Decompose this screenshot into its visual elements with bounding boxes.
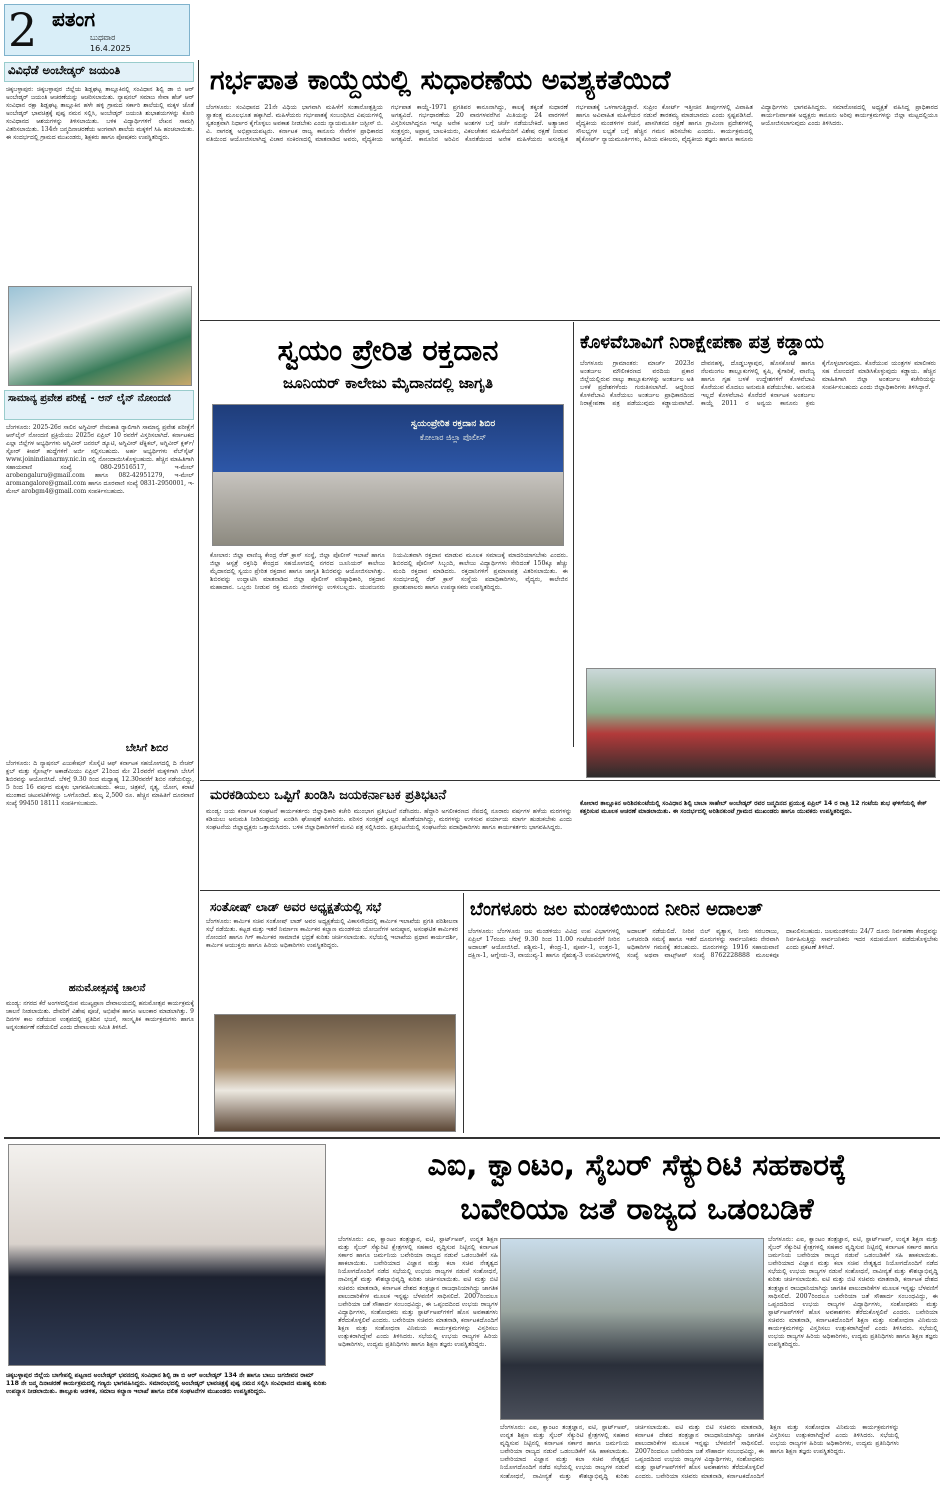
blood-donation-photo bbox=[212, 404, 564, 546]
tree-felling-protest-body: ಮಂಡ್ಯ: ಜಯ ಕರ್ನಾಟಕ ಸಂಘಟನೆ ಕಾರ್ಯಕರ್ತರು ಜಿಲ್ಲಾಧಿಕಾರಿ ಕಚೇರಿ ಮುಂಭಾಗ ಪ್ರತಿಭಟನೆ ನಡೆಸಿದರು. ಹೆದ್ದಾರಿ ಅಗಲೀಕರಣದ ನೆಪದಲ್ಲಿ ನೂರಾರು ವರ್ಷಗಳ ಹಳೆಯ ಮರಗಳನ್ನು ಕಡಿಯಲು ಅನುಮತಿ ನೀಡಿರುವುದನ್ನು ಖಂಡಿಸಿ ಘೋಷಣೆ ಕೂಗಿದರು. ಪರಿಸರ ಸಂರಕ್ಷಣೆ ಎಲ್ಲರ ಹೊಣೆಯಾಗಿದ್ದು, ಮರಗಳನ್ನು ಉಳಿಸುವ ಪರ್ಯಾಯ ಮಾರ್ಗ ಹುಡುಕಬೇಕು ಎಂದು ಸಂಘಟನೆಯ ಜಿಲ್ಲಾಧ್ಯಕ್ಷರು ಒತ್ತಾಯಿಸಿದರು. ಬಳಿಕ ಜಿಲ್ಲಾಧಿಕಾರಿಗಳಿಗೆ ಮನವಿ ಪತ್ರ ಸಲ್ಲಿಸಿದರು. ಪ್ರತಿಭಟನೆಯಲ್ಲಿ ಸಂಘಟನೆಯ ಪದಾಧಿಕಾರಿಗಳು ಹಾಗೂ ಕಾರ್ಯಕರ್ತರು ಭಾಗವಹಿಸಿದ್ದರು. bbox=[206, 808, 572, 832]
left-article-3-title: ಬೇಸಿಗೆ ಶಿಬಿರ bbox=[125, 743, 169, 754]
left-article-2-body: ಬೆಂಗಳೂರು: 2025-26ರ ಸಾಲಿನ ಅಗ್ನಿವೀರ್ ನೇಮಕಾತಿ ರ್‍ಯಾಲಿಗಾಗಿ ಸಾಮಾನ್ಯ ಪ್ರವೇಶ ಪರೀಕ್ಷೆಗೆ ಆನ್‌ಲೈನ್ ನೋಂದಣಿ ಪ್ರಕ್ರಿಯೆಯು 2025ರ ಏಪ್ರಿಲ್ 10 ರವರೆಗೆ ವಿಸ್ತರಿಸಲಾಗಿದೆ. ಕರ್ನಾಟಕದ ಎಲ್ಲಾ ಜಿಲ್ಲೆಗಳ ಅಭ್ಯರ್ಥಿಗಳು ಅಗ್ನಿವೀರ್ ಜನರಲ್ ಡ್ಯೂಟಿ, ಅಗ್ನಿವೀರ್ ಟೆಕ್ನಿಕಲ್, ಅಗ್ನಿವೀರ್ ಕ್ಲರ್ಕ್/ಸ್ಟೋರ್ ಕೀಪರ್ ಹುದ್ದೆಗಳಿಗೆ ಅರ್ಜಿ ಸಲ್ಲಿಸಬಹುದು. ಅರ್ಹ ಅಭ್ಯರ್ಥಿಗಳು ವೆಬ್‌ಸೈಟ್ www.joinindianarmy.nic.in ನಲ್ಲಿ ನೋಂದಾಯಿಸಿಕೊಳ್ಳಬಹುದು. ಹೆಚ್ಚಿನ ಮಾಹಿತಿಗಾಗಿ ಸಹಾಯವಾಣಿ ಸಂಖ್ಯೆ 080-29516517, ಇ-ಮೇಲ್ arobengaluru@gmail.com ಹಾಗೂ 082-42951279, ಇ-ಮೇಲ್ aromangalore@gmail.com ಹಾಗೂ ದೂರವಾಣಿ ಸಂಖ್ಯೆ 0831-2950001, ಇ-ಮೇಲ್ arobgm4@gmail.com ಸಂಪರ್ಕಿಸಬಹುದು. bbox=[6, 424, 194, 495]
photo-banner-text-1: ಸ್ವಯಂಪ್ರೇರಿತ ರಕ್ತದಾನ ಶಿಬಿರ bbox=[410, 419, 496, 429]
bagepalli-photo-caption: ಚಿಕ್ಕಬಳ್ಳಾಪುರ ಜಿಲ್ಲೆಯ ಬಾಗೇಪಲ್ಲಿ ಪಟ್ಟಣದ ಅಂಬೇಡ್ಕರ್ ಭವನದಲ್ಲಿ ಸಂವಿಧಾನ ಶಿಲ್ಪಿ ಡಾ ಬಿ ಆರ್ ಅಂಬೇಡ್ಕರ್ 134 ನೇ ಹಾಗೂ ಬಾಬು ಜಗಜೀವನ ರಾಮ್ 118 ನೇ ಜನ್ಮ ದಿನಾಚರಣೆ ಕಾರ್ಯಕ್ರಮದಲ್ಲಿ ಗಣ್ಯರು ಭಾಗವಹಿಸಿದ್ದರು. ಸಮಾರಂಭದಲ್ಲಿ ಅಂಬೇಡ್ಕರ್ ಭಾವಚಿತ್ರಕ್ಕೆ ಪುಷ್ಪ ನಮನ ಸಲ್ಲಿಸಿ ಸಂವಿಧಾನದ ಮಹತ್ವ ಕುರಿತು ಉಪನ್ಯಾಸ ನೀಡಲಾಯಿತು. ತಾಲ್ಲೂಕು ಆಡಳಿತ, ಸಮಾಜ ಕಲ್ಯಾಣ ಇಲಾಖೆ ಹಾಗೂ ದಲಿತ ಸಂಘಟನೆಗಳ ಮುಖಂಡರು ಉಪಸ್ಥಿತರಿದ್ದರು. bbox=[6, 1372, 327, 1395]
left-article-1-body: ಚಿಕ್ಕಬಳ್ಳಾಪುರ: ಚಿಕ್ಕಬಳ್ಳಾಪುರ ಜಿಲ್ಲೆಯ ಶಿಡ್ಲಘಟ್ಟ ತಾಲ್ಲೂಕಿನಲ್ಲಿ ಸಂವಿಧಾನ ಶಿಲ್ಪಿ ಡಾ ಬಿ ಆರ್ ಅಂಬೇಡ್ಕರ್ ಜಯಂತಿ ಆಚರಣೆಯನ್ನು ಆಚರಿಸಲಾಯಿತು. ನ್ಯಾಷನಲ್ ಸಮಾಜ ಸೇವಾ ಹೆಚ್ ಆರ್ ಸಂವಿಧಾನ ರಕ್ಷಾ ಶಿಡ್ಲಘಟ್ಟ ತಾಲ್ಲೂಕಿನ ಹಳೇ ಹಳ್ಳಿ ಗ್ರಾಮದ ಸರ್ಕಾರಿ ಶಾಲೆಯಲ್ಲಿ ಮಕ್ಕಳ ಜೊತೆ ಅಂಬೇಡ್ಕರ್ ಭಾವಚಿತ್ರಕ್ಕೆ ಪುಷ್ಪ ನಮನ ಸಲ್ಲಿಸಿ, ಅಂಬೇಡ್ಕರ್ ಜಯಂತಿ ಶುಭಾಶಯಗಳನ್ನು ಕೋರಿ ಸಂವಿಧಾನದ ಆಶಯಗಳನ್ನು ತಿಳಿಸಲಾಯಿತು. ಬಳಿಕ ವಿದ್ಯಾರ್ಥಿಗಳಿಗೆ ಲೇಖನ ಸಾಮಗ್ರಿ ವಿತರಿಸಲಾಯಿತು. 134ನೇ ಜನ್ಮದಿನಾಚರಣೆಯ ಅಂಗವಾಗಿ ಶಾಲೆಯ ಮಕ್ಕಳಿಗೆ ಸಿಹಿ ಹಂಚಲಾಯಿತು. ಈ ಸಂದರ್ಭದಲ್ಲಿ ಗ್ರಾಮದ ಮುಖಂಡರು, ಶಿಕ್ಷಕರು ಹಾಗೂ ಪೋಷಕರು ಉಪಸ್ಥಿತರಿದ್ದರು. bbox=[6, 86, 194, 141]
masthead-date: 16.4.2025 bbox=[90, 44, 131, 53]
left-article-3-body: ಬೆಂಗಳೂರು: ದಿ ನ್ಯಾಷನಲ್ ಎಜುಕೇಷನ್ ಸೊಸೈಟಿ ಆಫ್ ಕರ್ನಾಟಕ ಸಹಯೋಗದಲ್ಲಿ ದಿ ನೇಚರ್ ಕ್ಲಬ್ ಮತ್ತು ಸ್ಪೋರ್ಟ್ಸ್ ಅಕಾಡೆಮಿಯು ಏಪ್ರಿಲ್ 21ರಿಂದ ಮೇ 21ರವರೆಗೆ ಮಕ್ಕಳಿಗಾಗಿ ಬೇಸಿಗೆ ಶಿಬಿರವನ್ನು ಆಯೋಜಿಸಿದೆ. ಬೆಳಿಗ್ಗೆ 9.30 ರಿಂದ ಮಧ್ಯಾಹ್ನ 12.30ರವರೆಗೆ ಶಿಬಿರ ನಡೆಯಲಿದ್ದು, 5 ರಿಂದ 16 ವರ್ಷದ ಮಕ್ಕಳು ಭಾಗವಹಿಸಬಹುದು. ಈಜು, ಚಿತ್ರಕಲೆ, ನೃತ್ಯ, ಯೋಗ, ಕರಾಟೆ ಮುಂತಾದ ಚಟುವಟಿಕೆಗಳನ್ನು ಒಳಗೊಂಡಿದೆ. ಶುಲ್ಕ 2,500 ರೂ. ಹೆಚ್ಚಿನ ಮಾಹಿತಿಗೆ ದೂರವಾಣಿ ಸಂಖ್ಯೆ 99450 18111 ಸಂಪರ್ಕಿಸಬಹುದು. bbox=[6, 760, 194, 807]
water-adalat-headline: ಬೆಂಗಳೂರು ಜಲ ಮಂಡಳಿಯಿಂದ ನೀರಿನ ಅದಾಲತ್ bbox=[470, 899, 763, 920]
bagepalli-jayanti-group-photo bbox=[8, 1144, 326, 1366]
arishinakunte-celebration-photo bbox=[586, 668, 936, 778]
abortion-law-headline: ಗರ್ಭಪಾತ ಕಾಯ್ದೆಯಲ್ಲಿ ಸುಧಾರಣೆಯ ಅವಶ್ಯಕತೆಯಿದೆ bbox=[210, 65, 671, 96]
masthead-title: ಪತಂಗ bbox=[52, 7, 96, 31]
bavaria-delegation-photo bbox=[500, 1238, 764, 1420]
bavaria-mou-body-right: ಬೆಂಗಳೂರು: ಎಐ, ಕ್ವಾಂಟಂ ತಂತ್ರಜ್ಞಾನ, ಐಟಿ, ಸ್ಟಾರ್ಟ್‌ಅಪ್, ಉನ್ನತ ಶಿಕ್ಷಣ ಮತ್ತು ಸೈಬರ್ ಸೆಕ್ಯುರಿಟಿ ಕ್ಷೇತ್ರಗಳಲ್ಲಿ ಸಹಕಾರ ವೃದ್ಧಿಸುವ ನಿಟ್ಟಿನಲ್ಲಿ ಕರ್ನಾಟಕ ಸರ್ಕಾರ ಹಾಗೂ ಜರ್ಮನಿಯ ಬವೇರಿಯಾ ರಾಜ್ಯದ ನಡುವೆ ಒಡಂಬಡಿಕೆಗೆ ಸಹಿ ಹಾಕಲಾಯಿತು. ಬವೇರಿಯಾದ ವಿಜ್ಞಾನ ಮತ್ತು ಕಲಾ ಸಚಿವ ನೇತೃತ್ವದ ನಿಯೋಗದೊಂದಿಗೆ ನಡೆದ ಸಭೆಯಲ್ಲಿ ಉಭಯ ರಾಜ್ಯಗಳ ನಡುವೆ ಸಂಶೋಧನೆ, ನಾವೀನ್ಯತೆ ಮತ್ತು ಕೌಶಲ್ಯಾಭಿವೃದ್ಧಿ ಕುರಿತು ಚರ್ಚಿಸಲಾಯಿತು. ಐಟಿ ಮತ್ತು ಬಿಟಿ ಸಚಿವರು ಮಾತನಾಡಿ, ಕರ್ನಾಟಕ ದೇಶದ ತಂತ್ರಜ್ಞಾನ ರಾಜಧಾನಿಯಾಗಿದ್ದು ಜಾಗತಿಕ ಪಾಲುದಾರಿಕೆಗಳ ಮೂಲಕ ಇನ್ನಷ್ಟು ಬೆಳವಣಿಗೆ ಸಾಧಿಸಲಿದೆ. 2007ರಿಂದಲೂ ಬವೇರಿಯಾ ಜತೆ ಸೌಹಾರ್ದ ಸಂಬಂಧವಿದ್ದು, ಈ ಒಪ್ಪಂದದಿಂದ ಉಭಯ ರಾಜ್ಯಗಳ ವಿದ್ಯಾರ್ಥಿಗಳು, ಸಂಶೋಧಕರು ಮತ್ತು ಸ್ಟಾರ್ಟ್‌ಅಪ್‌ಗಳಿಗೆ ಹೊಸ ಅವಕಾಶಗಳು ತೆರೆದುಕೊಳ್ಳಲಿವೆ ಎಂದರು. ಬವೇರಿಯಾ ಸಚಿವರು ಮಾತನಾಡಿ, ಕರ್ನಾಟಕದೊಂದಿಗೆ ಶಿಕ್ಷಣ ಮತ್ತು ಸಂಶೋಧನಾ ವಿನಿಮಯ ಕಾರ್ಯಕ್ರಮಗಳನ್ನು ವಿಸ್ತರಿಸಲು ಉತ್ಸುಕರಾಗಿದ್ದೇವೆ ಎಂದು ತಿಳಿಸಿದರು. ಸಭೆಯಲ್ಲಿ ಉಭಯ ರಾಜ್ಯಗಳ ಹಿರಿಯ ಅಧಿಕಾರಿಗಳು, ಉದ್ಯಮ ಪ್ರತಿನಿಧಿಗಳು ಹಾಗೂ ಶಿಕ್ಷಣ ತಜ್ಞರು ಉಪಸ್ಥಿತರಿದ್ದರು. bbox=[768, 1236, 938, 1349]
santosh-lad-meeting-body: ಬೆಂಗಳೂರು: ಕಾರ್ಮಿಕ ಸಚಿವ ಸಂತೋಷ್ ಲಾಡ್ ಅವರ ಅಧ್ಯಕ್ಷತೆಯಲ್ಲಿ ವಿಕಾಸಸೌಧದಲ್ಲಿ ಕಾರ್ಮಿಕ ಇಲಾಖೆಯ ಪ್ರಗತಿ ಪರಿಶೀಲನಾ ಸಭೆ ನಡೆಯಿತು. ಕಟ್ಟಡ ಮತ್ತು ಇತರೆ ನಿರ್ಮಾಣ ಕಾರ್ಮಿಕರ ಕಲ್ಯಾಣ ಮಂಡಳಿಯ ಯೋಜನೆಗಳ ಅನುಷ್ಠಾನ, ಅಸಂಘಟಿತ ಕಾರ್ಮಿಕರ ನೋಂದಣಿ ಹಾಗೂ ಗಿಗ್ ಕಾರ್ಮಿಕರ ಸಾಮಾಜಿಕ ಭದ್ರತೆ ಕುರಿತು ಚರ್ಚಿಸಲಾಯಿತು. ಸಭೆಯಲ್ಲಿ ಇಲಾಖೆಯ ಪ್ರಧಾನ ಕಾರ್ಯದರ್ಶಿ, ಕಾರ್ಮಿಕ ಆಯುಕ್ತರು ಹಾಗೂ ಹಿರಿಯ ಅಧಿಕಾರಿಗಳು ಉಪಸ್ಥಿತರಿದ್ದರು. bbox=[206, 918, 458, 950]
masthead-day: ಬುಧವಾರ bbox=[90, 33, 116, 42]
blood-donation-body: ಕೋಲಾರ: ಜಿಲ್ಲಾ ವಾಣಿಜ್ಯ ಕೇಂದ್ರ ರೆಡ್ ಕ್ರಾಸ್ ಸಂಸ್ಥೆ, ಜಿಲ್ಲಾ ಪೊಲೀಸ್ ಇಲಾಖೆ ಹಾಗೂ ಜಿಲ್ಲಾ ಆಸ್ಪತ್ರೆ ರಕ್ತನಿಧಿ ಕೇಂದ್ರದ ಸಹಯೋಗದಲ್ಲಿ ನಗರದ ಜೂನಿಯರ್ ಕಾಲೇಜು ಮೈದಾನದಲ್ಲಿ ಸ್ವಯಂ ಪ್ರೇರಿತ ರಕ್ತದಾನ ಹಾಗೂ ಜಾಗೃತಿ ಶಿಬಿರವನ್ನು ಆಯೋಜಿಸಲಾಗಿತ್ತು. ಶಿಬಿರವನ್ನು ಉದ್ಘಾಟಿಸಿ ಮಾತನಾಡಿದ ಜಿಲ್ಲಾ ಪೊಲೀಸ್ ವರಿಷ್ಠಾಧಿಕಾರಿ, ರಕ್ತದಾನ ಮಹಾದಾನ. ಒಬ್ಬರು ನೀಡುವ ರಕ್ತ ಮೂರು ಜೀವಗಳನ್ನು ಉಳಿಸಬಲ್ಲದು. ಯುವಜನರು ನಿಯಮಿತವಾಗಿ ರಕ್ತದಾನ ಮಾಡುವ ಮೂಲಕ ಸಮಾಜಕ್ಕೆ ಮಾದರಿಯಾಗಬೇಕು ಎಂದರು. ಶಿಬಿರದಲ್ಲಿ ಪೊಲೀಸ್ ಸಿಬ್ಬಂದಿ, ಕಾಲೇಜು ವಿದ್ಯಾರ್ಥಿಗಳು ಸೇರಿದಂತೆ 150ಕ್ಕೂ ಹೆಚ್ಚು ಮಂದಿ ರಕ್ತದಾನ ಮಾಡಿದರು. ರಕ್ತದಾನಿಗಳಿಗೆ ಪ್ರಮಾಣಪತ್ರ ವಿತರಿಸಲಾಯಿತು. ಈ ಸಂದರ್ಭದಲ್ಲಿ ರೆಡ್ ಕ್ರಾಸ್ ಸಂಸ್ಥೆಯ ಪದಾಧಿಕಾರಿಗಳು, ವೈದ್ಯರು, ಕಾಲೇಜಿನ ಪ್ರಾಂಶುಪಾಲರು ಹಾಗೂ ಉಪನ್ಯಾಸಕರು ಉಪಸ್ಥಿತರಿದ್ದರು. bbox=[210, 552, 568, 592]
blood-donation-headline: ಸ್ವಯಂ ಪ್ರೇರಿತ ರಕ್ತದಾನ bbox=[277, 333, 499, 367]
abortion-law-body: ಬೆಂಗಳೂರು: ಸಂವಿಧಾನದ 21ನೇ ವಿಧಿಯ ಭಾಗವಾಗಿ ಮಹಿಳೆಗೆ ಸಂತಾನೋತ್ಪತ್ತಿಯ ಸ್ವಾತಂತ್ರ್ಯ ಮೂಲಭೂತ ಹಕ್ಕಾಗಿದೆ. ಮಹಿಳೆಯರು ಗರ್ಭಪಾತಕ್ಕೆ ಸಂಬಂಧಿಸಿದ ವಿಷಯಗಳಲ್ಲಿ ಸ್ವತಂತ್ರವಾಗಿ ನಿರ್ಧಾರ ಕೈಗೊಳ್ಳಲು ಅವಕಾಶ ನೀಡಬೇಕು ಎಂದು ನ್ಯಾಯಮೂರ್ತಿ ಜಸ್ಟೀಸ್ ಬಿ. ವಿ. ನಾಗರತ್ನ ಅಭಿಪ್ರಾಯಪಟ್ಟರು. ಕರ್ನಾಟಕ ರಾಜ್ಯ ಕಾನೂನು ಸೇವೆಗಳ ಪ್ರಾಧಿಕಾರದ ವತಿಯಿಂದ ಆಯೋಜಿಸಲಾಗಿದ್ದ ವಿಚಾರ ಸಂಕಿರಣದಲ್ಲಿ ಮಾತನಾಡಿದ ಅವರು, ವೈದ್ಯಕೀಯ ಗರ್ಭಪಾತ ಕಾಯ್ದೆ-1971 ಪ್ರಗತಿಪರ ಕಾನೂನಾಗಿದ್ದು, ಕಾಲಕ್ಕೆ ತಕ್ಕಂತೆ ಸುಧಾರಣೆ ಅಗತ್ಯವಿದೆ. ಗರ್ಭಧಾರಣೆಯ 20 ವಾರಗಳವರೆಗಿನ ಮಿತಿಯನ್ನು 24 ವಾರಗಳಿಗೆ ವಿಸ್ತರಿಸಲಾಗಿದ್ದರೂ ಇನ್ನೂ ಅನೇಕ ಅಂಶಗಳ ಬಗ್ಗೆ ಚರ್ಚೆ ನಡೆಯಬೇಕಿದೆ. ಅತ್ಯಾಚಾರ ಸಂತ್ರಸ್ತರು, ಅಪ್ರಾಪ್ತ ಬಾಲಕಿಯರು, ವಿಕಲಚೇತನ ಮಹಿಳೆಯರಿಗೆ ವಿಶೇಷ ರಕ್ಷಣೆ ನೀಡುವ ಅಗತ್ಯವಿದೆ. ಕಾನೂನಿನ ಅರಿವಿನ ಕೊರತೆಯಿಂದ ಅನೇಕ ಮಹಿಳೆಯರು ಅಸುರಕ್ಷಿತ ಗರ್ಭಪಾತಕ್ಕೆ ಒಳಗಾಗುತ್ತಿದ್ದಾರೆ. ಸುಪ್ರೀಂ ಕೋರ್ಟ್ ಇತ್ತೀಚಿನ ತೀರ್ಪುಗಳಲ್ಲಿ ವಿವಾಹಿತ ಹಾಗೂ ಅವಿವಾಹಿತ ಮಹಿಳೆಯರ ನಡುವೆ ತಾರತಮ್ಯ ಮಾಡಬಾರದು ಎಂದು ಸ್ಪಷ್ಟಪಡಿಸಿದೆ. ವೈದ್ಯಕೀಯ ಮಂಡಳಿಗಳ ರಚನೆ, ಖಾಸಗಿತನದ ರಕ್ಷಣೆ ಹಾಗೂ ಗ್ರಾಮೀಣ ಪ್ರದೇಶಗಳಲ್ಲಿ ಸೌಲಭ್ಯಗಳ ಲಭ್ಯತೆ ಬಗ್ಗೆ ಹೆಚ್ಚಿನ ಗಮನ ಹರಿಸಬೇಕು ಎಂದರು. ಕಾರ್ಯಕ್ರಮದಲ್ಲಿ ಹೈಕೋರ್ಟ್ ನ್ಯಾಯಮೂರ್ತಿಗಳು, ಹಿರಿಯ ವಕೀಲರು, ವೈದ್ಯಕೀಯ ತಜ್ಞರು ಹಾಗೂ ಕಾನೂನು ವಿದ್ಯಾರ್ಥಿಗಳು ಭಾಗವಹಿಸಿದ್ದರು. ಸಮಾರೋಪದಲ್ಲಿ ಅಧ್ಯಕ್ಷತೆ ವಹಿಸಿದ್ದ ಪ್ರಾಧಿಕಾರದ ಕಾರ್ಯನಿರ್ವಾಹಕ ಅಧ್ಯಕ್ಷರು ಕಾನೂನು ಅರಿವು ಕಾರ್ಯಕ್ರಮಗಳನ್ನು ಜಿಲ್ಲಾ ಮಟ್ಟದಲ್ಲಿಯೂ ಆಯೋಜಿಸಲಾಗುವುದು ಎಂದು ತಿಳಿಸಿದರು. bbox=[206, 104, 938, 144]
left-article-4-title: ಹನುಮೋತ್ಸವಕ್ಕೆ ಚಾಲನೆ bbox=[68, 983, 146, 994]
bavaria-mou-headline-line2: ಬವೇರಿಯಾ ಜತೆ ರಾಜ್ಯದ ಒಡಂಬಡಿಕೆ bbox=[460, 1192, 814, 1227]
left-article-4-body: ಮಂಡ್ಯ: ನಗರದ ಕೆರೆ ಅಂಗಳದಲ್ಲಿರುವ ಮುಖ್ಯಪ್ರಾಣ ದೇವಾಲಯದಲ್ಲಿ ಹನುಮೋತ್ಸವ ಕಾರ್ಯಕ್ರಮಕ್ಕೆ ಚಾಲನೆ ನೀಡಲಾಯಿತು. ದೇವರಿಗೆ ವಿಶೇಷ ಪೂಜೆ, ಅಭಿಷೇಕ ಹಾಗೂ ಅಲಂಕಾರ ಮಾಡಲಾಗಿತ್ತು. 9 ದಿನಗಳ ಕಾಲ ನಡೆಯುವ ಉತ್ಸವದಲ್ಲಿ ಪ್ರತಿದಿನ ಭಜನೆ, ಸಾಂಸ್ಕೃತಿಕ ಕಾರ್ಯಕ್ರಮಗಳು ಹಾಗೂ ಅನ್ನಸಂತರ್ಪಣೆ ನಡೆಯಲಿದೆ ಎಂದು ದೇವಾಲಯ ಸಮಿತಿ ತಿಳಿಸಿದೆ. bbox=[6, 1000, 194, 1031]
page-number: 2 bbox=[8, 3, 38, 57]
left-article-2-title: ಸಾಮಾನ್ಯ ಪ್ರವೇಶ ಪರೀಕ್ಷೆ - ಆನ್ ಲೈನ್ ನೋಂದಣಿ bbox=[8, 393, 171, 404]
borewell-noc-headline: ಕೊಳವೆಬಾವಿಗೆ ನಿರಾಕ್ಷೇಪಣಾ ಪತ್ರ ಕಡ್ಡಾಯ bbox=[580, 332, 824, 353]
arishinakunte-photo-caption: ಕೋಲಾರ ತಾಲ್ಲೂಕಿನ ಅರಿಶಿನಕುಂಟೆಯಲ್ಲಿ ಸಂವಿಧಾನ ಶಿಲ್ಪಿ ಬಾಬಾ ಸಾಹೇಬ್ ಅಂಬೇಡ್ಕರ್ ರವರ ಜನ್ಮದಿನದ ಪ್ರಯುಕ್ತ ಏಪ್ರಿಲ್ 14 ರ ರಾತ್ರಿ 12 ಗಂಟೆಯ ಶುಭ ಘಳಿಗೆಯಲ್ಲಿ ಕೇಕ್ ಕತ್ತರಿಸುವ ಮೂಲಕ ಆಚರಣೆ ಮಾಡಲಾಯಿತು. ಈ ಸಂದರ್ಭದಲ್ಲಿ ಅರಿಶಿನಕುಂಟೆ ಗ್ರಾಮದ ಮುಖಂಡರು ಹಾಗೂ ಯುವಕರು ಉಪಸ್ಥಿತರಿದ್ದರು. bbox=[580, 800, 927, 815]
photo-banner-text-2: ಕೋಲಾರ ಜಿಲ್ಲಾ ಪೊಲೀಸ್ bbox=[419, 433, 487, 442]
blood-donation-subheadline: ಜೂನಿಯರ್ ಕಾಲೇಜು ಮೈದಾನದಲ್ಲಿ ಜಾಗೃತಿ bbox=[283, 374, 493, 392]
tree-felling-protest-headline: ಮರಕಡಿಯಲು ಒಪ್ಪಿಗೆ ಖಂಡಿಸಿ ಜಯಕರ್ನಾಟಕ ಪ್ರತಿಭಟನೆ bbox=[210, 788, 447, 803]
bavaria-mou-body-continued: ಬೆಂಗಳೂರು: ಎಐ, ಕ್ವಾಂಟಂ ತಂತ್ರಜ್ಞಾನ, ಐಟಿ, ಸ್ಟಾರ್ಟ್‌ಅಪ್, ಉನ್ನತ ಶಿಕ್ಷಣ ಮತ್ತು ಸೈಬರ್ ಸೆಕ್ಯುರಿಟಿ ಕ್ಷೇತ್ರಗಳಲ್ಲಿ ಸಹಕಾರ ವೃದ್ಧಿಸುವ ನಿಟ್ಟಿನಲ್ಲಿ ಕರ್ನಾಟಕ ಸರ್ಕಾರ ಹಾಗೂ ಜರ್ಮನಿಯ ಬವೇರಿಯಾ ರಾಜ್ಯದ ನಡುವೆ ಒಡಂಬಡಿಕೆಗೆ ಸಹಿ ಹಾಕಲಾಯಿತು. ಬವೇರಿಯಾದ ವಿಜ್ಞಾನ ಮತ್ತು ಕಲಾ ಸಚಿವ ನೇತೃತ್ವದ ನಿಯೋಗದೊಂದಿಗೆ ನಡೆದ ಸಭೆಯಲ್ಲಿ ಉಭಯ ರಾಜ್ಯಗಳ ನಡುವೆ ಸಂಶೋಧನೆ, ನಾವೀನ್ಯತೆ ಮತ್ತು ಕೌಶಲ್ಯಾಭಿವೃದ್ಧಿ ಕುರಿತು ಚರ್ಚಿಸಲಾಯಿತು. ಐಟಿ ಮತ್ತು ಬಿಟಿ ಸಚಿವರು ಮಾತನಾಡಿ, ಕರ್ನಾಟಕ ದೇಶದ ತಂತ್ರಜ್ಞಾನ ರಾಜಧಾನಿಯಾಗಿದ್ದು ಜಾಗತಿಕ ಪಾಲುದಾರಿಕೆಗಳ ಮೂಲಕ ಇನ್ನಷ್ಟು ಬೆಳವಣಿಗೆ ಸಾಧಿಸಲಿದೆ. 2007ರಿಂದಲೂ ಬವೇರಿಯಾ ಜತೆ ಸೌಹಾರ್ದ ಸಂಬಂಧವಿದ್ದು, ಈ ಒಪ್ಪಂದದಿಂದ ಉಭಯ ರಾಜ್ಯಗಳ ವಿದ್ಯಾರ್ಥಿಗಳು, ಸಂಶೋಧಕರು ಮತ್ತು ಸ್ಟಾರ್ಟ್‌ಅಪ್‌ಗಳಿಗೆ ಹೊಸ ಅವಕಾಶಗಳು ತೆರೆದುಕೊಳ್ಳಲಿವೆ ಎಂದರು. ಬವೇರಿಯಾ ಸಚಿವರು ಮಾತನಾಡಿ, ಕರ್ನಾಟಕದೊಂದಿಗೆ ಶಿಕ್ಷಣ ಮತ್ತು ಸಂಶೋಧನಾ ವಿನಿಮಯ ಕಾರ್ಯಕ್ರಮಗಳನ್ನು ವಿಸ್ತರಿಸಲು ಉತ್ಸುಕರಾಗಿದ್ದೇವೆ ಎಂದು ತಿಳಿಸಿದರು. ಸಭೆಯಲ್ಲಿ ಉಭಯ ರಾಜ್ಯಗಳ ಹಿರಿಯ ಅಧಿಕಾರಿಗಳು, ಉದ್ಯಮ ಪ್ರತಿನಿಧಿಗಳು ಹಾಗೂ ಶಿಕ್ಷಣ ತಜ್ಞರು ಉಪಸ್ಥಿತರಿದ್ದರು. bbox=[500, 1424, 899, 1480]
santosh-lad-meeting-headline: ಸಂತೋಷ್ ಲಾಡ್ ಅವರ ಅಧ್ಯಕ್ಷತೆಯಲ್ಲಿ ಸಭೆ bbox=[210, 900, 382, 914]
bavaria-mou-headline-line1: ಎಐ, ಕ್ವಾಂಟಂ, ಸೈಬರ್ ಸೆಕ್ಯುರಿಟಿ ಸಹಕಾರಕ್ಕೆ bbox=[427, 1148, 847, 1183]
bavaria-mou-body: ಬೆಂಗಳೂರು: ಎಐ, ಕ್ವಾಂಟಂ ತಂತ್ರಜ್ಞಾನ, ಐಟಿ, ಸ್ಟಾರ್ಟ್‌ಅಪ್, ಉನ್ನತ ಶಿಕ್ಷಣ ಮತ್ತು ಸೈಬರ್ ಸೆಕ್ಯುರಿಟಿ ಕ್ಷೇತ್ರಗಳಲ್ಲಿ ಸಹಕಾರ ವೃದ್ಧಿಸುವ ನಿಟ್ಟಿನಲ್ಲಿ ಕರ್ನಾಟಕ ಸರ್ಕಾರ ಹಾಗೂ ಜರ್ಮನಿಯ ಬವೇರಿಯಾ ರಾಜ್ಯದ ನಡುವೆ ಒಡಂಬಡಿಕೆಗೆ ಸಹಿ ಹಾಕಲಾಯಿತು. ಬವೇರಿಯಾದ ವಿಜ್ಞಾನ ಮತ್ತು ಕಲಾ ಸಚಿವ ನೇತೃತ್ವದ ನಿಯೋಗದೊಂದಿಗೆ ನಡೆದ ಸಭೆಯಲ್ಲಿ ಉಭಯ ರಾಜ್ಯಗಳ ನಡುವೆ ಸಂಶೋಧನೆ, ನಾವೀನ್ಯತೆ ಮತ್ತು ಕೌಶಲ್ಯಾಭಿವೃದ್ಧಿ ಕುರಿತು ಚರ್ಚಿಸಲಾಯಿತು. ಐಟಿ ಮತ್ತು ಬಿಟಿ ಸಚಿವರು ಮಾತನಾಡಿ, ಕರ್ನಾಟಕ ದೇಶದ ತಂತ್ರಜ್ಞಾನ ರಾಜಧಾನಿಯಾಗಿದ್ದು ಜಾಗತಿಕ ಪಾಲುದಾರಿಕೆಗಳ ಮೂಲಕ ಇನ್ನಷ್ಟು ಬೆಳವಣಿಗೆ ಸಾಧಿಸಲಿದೆ. 2007ರಿಂದಲೂ ಬವೇರಿಯಾ ಜತೆ ಸೌಹಾರ್ದ ಸಂಬಂಧವಿದ್ದು, ಈ ಒಪ್ಪಂದದಿಂದ ಉಭಯ ರಾಜ್ಯಗಳ ವಿದ್ಯಾರ್ಥಿಗಳು, ಸಂಶೋಧಕರು ಮತ್ತು ಸ್ಟಾರ್ಟ್‌ಅಪ್‌ಗಳಿಗೆ ಹೊಸ ಅವಕಾಶಗಳು ತೆರೆದುಕೊಳ್ಳಲಿವೆ ಎಂದರು. ಬವೇರಿಯಾ ಸಚಿವರು ಮಾತನಾಡಿ, ಕರ್ನಾಟಕದೊಂದಿಗೆ ಶಿಕ್ಷಣ ಮತ್ತು ಸಂಶೋಧನಾ ವಿನಿಮಯ ಕಾರ್ಯಕ್ರಮಗಳನ್ನು ವಿಸ್ತರಿಸಲು ಉತ್ಸುಕರಾಗಿದ್ದೇವೆ ಎಂದು ತಿಳಿಸಿದರು. ಸಭೆಯಲ್ಲಿ ಉಭಯ ರಾಜ್ಯಗಳ ಹಿರಿಯ ಅಧಿಕಾರಿಗಳು, ಉದ್ಯಮ ಪ್ರತಿನಿಧಿಗಳು ಹಾಗೂ ಶಿಕ್ಷಣ ತಜ್ಞರು ಉಪಸ್ಥಿತರಿದ್ದರು. bbox=[338, 1236, 498, 1349]
labour-meeting-photo bbox=[214, 1014, 456, 1132]
water-adalat-body: ಬೆಂಗಳೂರು: ಬೆಂಗಳೂರು ಜಲ ಮಂಡಳಿಯು ವಿವಿಧ ಉಪ ವಿಭಾಗಗಳಲ್ಲಿ ಏಪ್ರಿಲ್ 17ರಂದು ಬೆಳಿಗ್ಗೆ 9.30 ರಿಂದ 11.00 ಗಂಟೆಯವರೆಗೆ ನೀರಿನ ಅದಾಲತ್ ಆಯೋಜಿಸಿದೆ. ಪಶ್ಚಿಮ-1, ಕೇಂದ್ರ-1, ಪೂರ್ವ-1, ಉತ್ತರ-1, ದಕ್ಷಿಣ-1, ಆಗ್ನೇಯ-3, ವಾಯುವ್ಯ-1 ಹಾಗೂ ನೈಋತ್ಯ-3 ಉಪವಿಭಾಗಗಳಲ್ಲಿ ಅದಾಲತ್ ನಡೆಯಲಿದೆ. ನೀರಿನ ಬಿಲ್ ವ್ಯತ್ಯಾಸ, ನೀರು ಸರಬರಾಜು, ಒಳಚರಂಡಿ ಸಮಸ್ಯೆ ಹಾಗೂ ಇತರೆ ದೂರುಗಳನ್ನು ಸಾರ್ವಜನಿಕರು ನೇರವಾಗಿ ಅಧಿಕಾರಿಗಳ ಗಮನಕ್ಕೆ ತರಬಹುದು. ದೂರುಗಳನ್ನು 1916 ಸಹಾಯವಾಣಿ ಸಂಖ್ಯೆ ಅಥವಾ ವಾಟ್ಸ್‌ಆಪ್ ಸಂಖ್ಯೆ 8762228888 ಮೂಲಕವೂ ದಾಖಲಿಸಬಹುದು. ಜಲಮಂಡಳಿಯು 24/7 ದೂರು ನಿರ್ವಹಣಾ ಕೇಂದ್ರವನ್ನು ನಿರ್ವಹಿಸುತ್ತಿದ್ದು ಸಾರ್ವಜನಿಕರು ಇದರ ಸದುಪಯೋಗ ಪಡೆದುಕೊಳ್ಳಬೇಕು ಎಂದು ಪ್ರಕಟಣೆ ತಿಳಿಸಿದೆ. bbox=[468, 928, 938, 960]
left-article-1-title: ವಿವಿಧೆಡೆ ಅಂಬೇಡ್ಕರ್ ಜಯಂತಿ bbox=[8, 63, 121, 77]
ambedkar-jayanti-photo bbox=[8, 286, 192, 386]
borewell-noc-body: ಬೆಂಗಳೂರು ಗ್ರಾಮಾಂತರ: ಮಾರ್ಚ್ 2023ರ ಅಂತರ್ಜಲ ಮೌಲೀಕರಣದ ವರದಿಯ ಪ್ರಕಾರ ಜಿಲ್ಲೆಯಲ್ಲಿರುವ ನಾಲ್ಕು ತಾಲ್ಲೂಕುಗಳನ್ನು ಅಂತರ್ಜಲ ಅತಿ ಬಳಕೆ ಪ್ರದೇಶಗಳೆಂದು ಗುರುತಿಸಲಾಗಿದೆ. ಆದ್ದರಿಂದ ಕೊಳವೆಬಾವಿ ಕೊರೆಯಲು ಅಂತರ್ಜಲ ಪ್ರಾಧಿಕಾರದಿಂದ ನಿರಾಕ್ಷೇಪಣಾ ಪತ್ರ ಪಡೆಯುವುದು ಕಡ್ಡಾಯವಾಗಿದೆ. ದೇವನಹಳ್ಳಿ, ದೊಡ್ಡಬಳ್ಳಾಪುರ, ಹೊಸಕೋಟೆ ಹಾಗೂ ನೆಲಮಂಗಲ ತಾಲ್ಲೂಕುಗಳಲ್ಲಿ ಕೃಷಿ, ಕೈಗಾರಿಕೆ, ವಾಣಿಜ್ಯ ಹಾಗೂ ಗೃಹ ಬಳಕೆ ಉದ್ದೇಶಗಳಿಗೆ ಕೊಳವೆಬಾವಿ ಕೊರೆಯುವ ಮೊದಲು ಅನುಮತಿ ಪಡೆಯಬೇಕು. ಅನುಮತಿ ಇಲ್ಲದೆ ಕೊಳವೆಬಾವಿ ಕೊರೆದರೆ ಕರ್ನಾಟಕ ಅಂತರ್ಜಲ ಕಾಯ್ದೆ 2011 ರ ಅನ್ವಯ ಕಾನೂನು ಕ್ರಮ ಕೈಗೊಳ್ಳಲಾಗುವುದು. ಕೊರೆಯುವ ಯಂತ್ರಗಳ ಮಾಲೀಕರು ಸಹ ನೋಂದಣಿ ಮಾಡಿಸಿಕೊಳ್ಳುವುದು ಕಡ್ಡಾಯ. ಹೆಚ್ಚಿನ ಮಾಹಿತಿಗಾಗಿ ಜಿಲ್ಲಾ ಅಂತರ್ಜಲ ಕಚೇರಿಯನ್ನು ಸಂಪರ್ಕಿಸಬಹುದು ಎಂದು ಜಿಲ್ಲಾಧಿಕಾರಿಗಳು ತಿಳಿಸಿದ್ದಾರೆ. bbox=[580, 360, 936, 408]
